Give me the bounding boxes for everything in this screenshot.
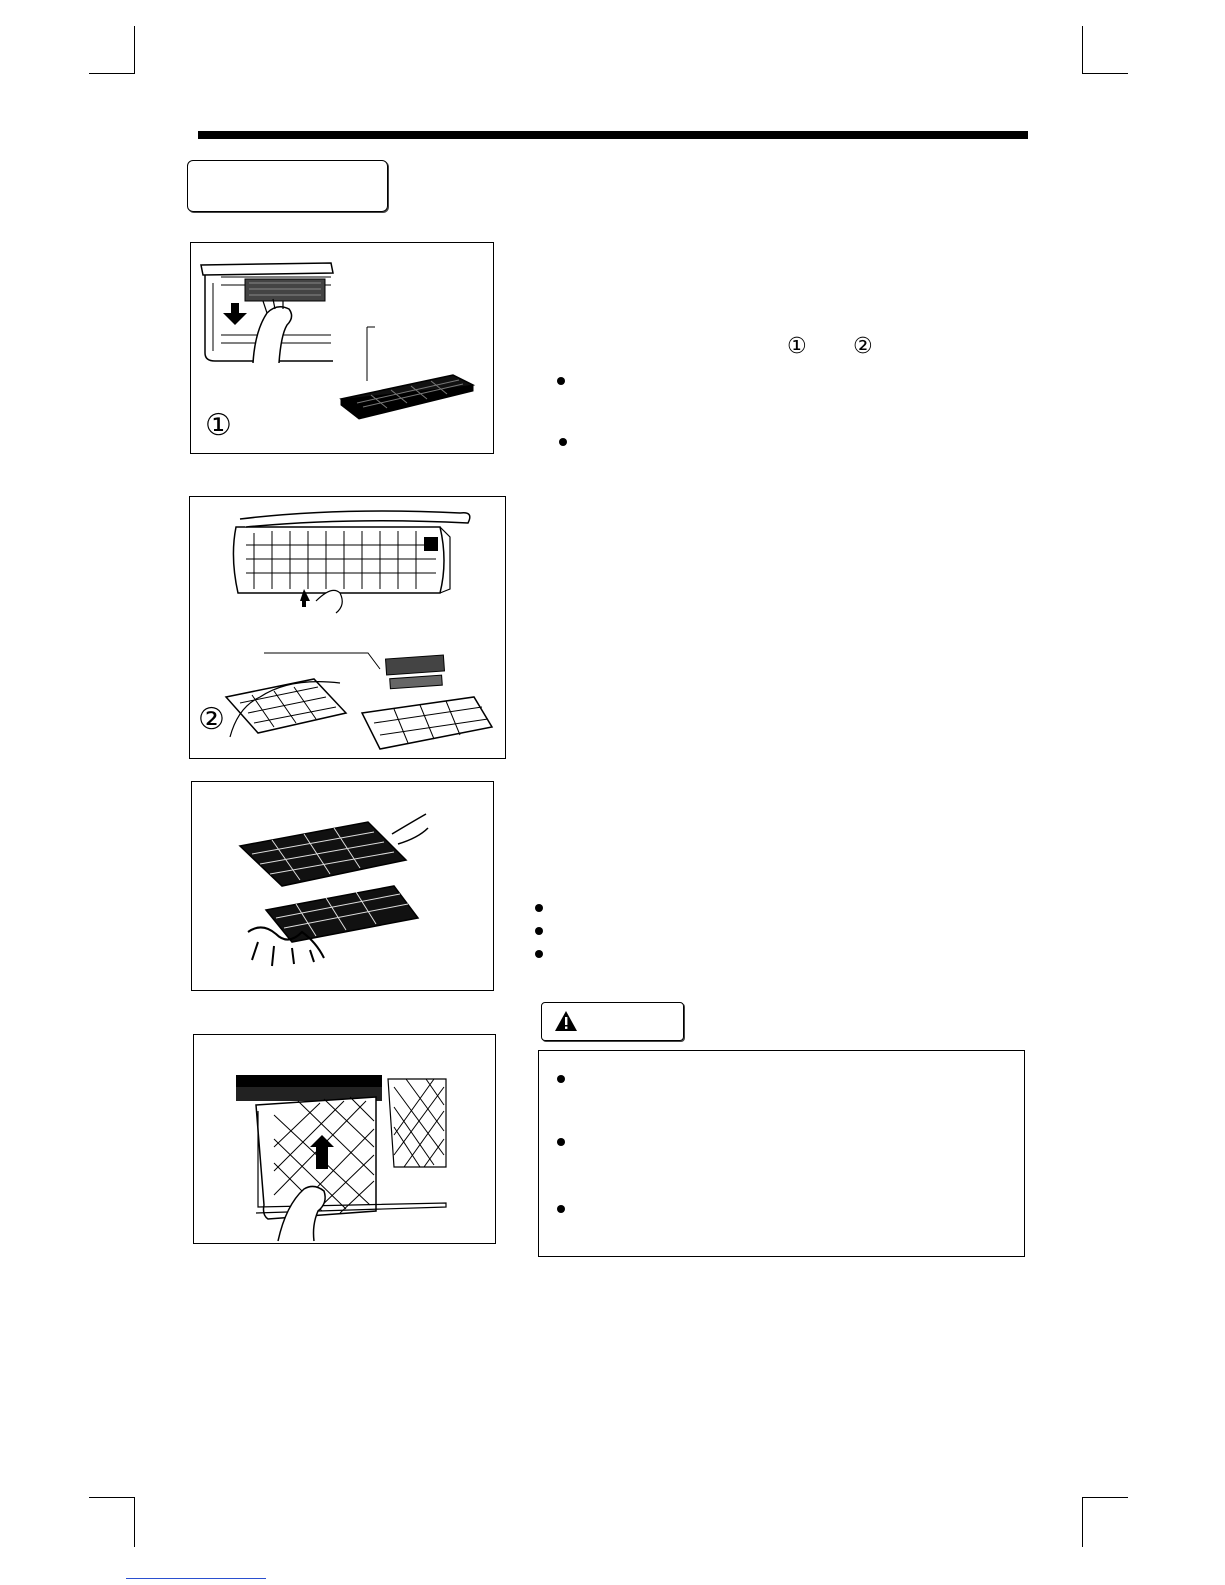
figure-1-remove-filter <box>190 242 494 454</box>
crop-mark-bl-v <box>134 1497 135 1547</box>
crop-mark-br-h <box>1082 1497 1128 1498</box>
bullet-1 <box>557 377 565 385</box>
caution-bullet-2 <box>557 1138 565 1146</box>
figure-3-illustration <box>192 782 493 990</box>
warning-triangle-icon <box>554 1010 578 1032</box>
bullet-5 <box>535 950 543 958</box>
bullet-3 <box>535 904 543 912</box>
caution-box <box>538 1050 1025 1257</box>
caution-tab <box>541 1002 684 1041</box>
crop-mark-bl-h <box>89 1497 135 1498</box>
step-1-marker: ① <box>787 334 807 359</box>
crop-mark-tr-v <box>1082 26 1083 74</box>
bullet-2 <box>559 438 567 446</box>
figure-4-reinstall-filter <box>193 1034 496 1244</box>
crop-mark-tr-h <box>1082 73 1128 74</box>
bullet-4 <box>535 927 543 935</box>
caution-bullet-3 <box>557 1205 565 1213</box>
figure-3-wash-filter <box>191 781 494 991</box>
arrow-icon <box>223 303 247 325</box>
figure-2-marker: ② <box>198 702 225 737</box>
figure-1-illustration <box>191 243 493 453</box>
figure-2-filter-detail <box>189 496 506 759</box>
footer-link-underline[interactable] <box>126 1578 266 1579</box>
figure-4-illustration <box>194 1035 495 1243</box>
crop-mark-br-v <box>1082 1497 1083 1547</box>
figure-2-illustration <box>190 497 505 758</box>
removed-filter <box>341 375 473 419</box>
crop-mark-tl-v <box>134 26 135 74</box>
caution-bullet-1 <box>557 1075 565 1083</box>
figure-1-marker: ① <box>205 408 232 443</box>
section-title-box <box>187 160 388 212</box>
crop-mark-tl-h <box>89 73 135 74</box>
step-2-marker: ② <box>853 334 873 359</box>
header-rule <box>198 131 1028 139</box>
